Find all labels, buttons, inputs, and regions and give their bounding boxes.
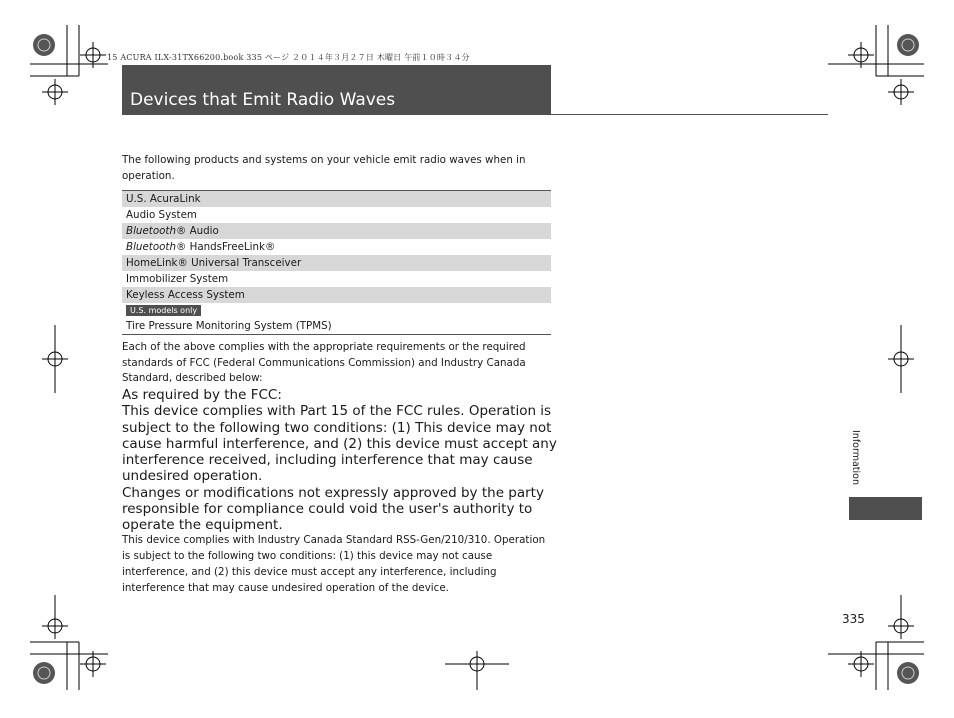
us-models-badge-row xyxy=(122,303,551,319)
us-models-badge: U.S. models only xyxy=(126,305,201,316)
side-section-label xyxy=(848,430,864,494)
product-row: U.S. AcuraLink xyxy=(122,191,551,207)
intro-text: The following products and systems on your vehicle emit radio waves when in operation. xyxy=(122,154,526,182)
fcc-heading: As required by the FCC: xyxy=(122,387,282,403)
compliance-text: Each of the above complies with the appropriate requirements or the required standards of FCC (Federal Communications Commission) and Industry Canada Standard, described below: xyxy=(122,341,526,384)
product-row: HomeLink® Universal Transceiver xyxy=(122,255,551,271)
product-table xyxy=(122,190,551,335)
product-row: Keyless Access System xyxy=(122,287,551,303)
section-title-bar xyxy=(122,65,551,115)
industry-canada-text: This device complies with Industry Canada Standard RSS-Gen/210/310. Operation is subject to the following two conditions: (1) this device may not cause interference, and (2) this device must accept any interference, including interference that may cause undesired operation of the device. xyxy=(122,534,546,594)
section-title: Devices that Emit Radio Waves xyxy=(130,90,396,110)
title-rule xyxy=(122,114,828,115)
fcc-statement xyxy=(122,387,562,534)
fcc-paragraph-1: This device complies with Part 15 of the FCC rules. Operation is subject to the following two conditions: (1) This device may not cause harmful interference, and (2) this device must accept any interference received, including interference that may cause undesired operation. xyxy=(122,403,557,485)
product-row: Bluetooth® Audio xyxy=(122,223,551,239)
product-row: Audio System xyxy=(126,209,197,221)
product-row: Bluetooth® HandsFreeLink® xyxy=(126,241,276,253)
page-number: 335 xyxy=(842,612,865,626)
product-row: Immobilizer System xyxy=(126,273,229,285)
side-section-tab xyxy=(849,497,922,520)
product-row-tpms: Tire Pressure Monitoring System (TPMS) xyxy=(126,320,332,332)
fcc-paragraph-2: Changes or modifications not expressly approved by the party responsible for compliance could void the user's authority to operate the equipment. xyxy=(122,484,544,534)
print-header: 15 ACURA ILX-31TX66200.book 335 ページ ２０１４年３月２７日 木曜日 午前１０時３４分 xyxy=(107,53,470,62)
side-label-text: Information xyxy=(850,430,861,485)
